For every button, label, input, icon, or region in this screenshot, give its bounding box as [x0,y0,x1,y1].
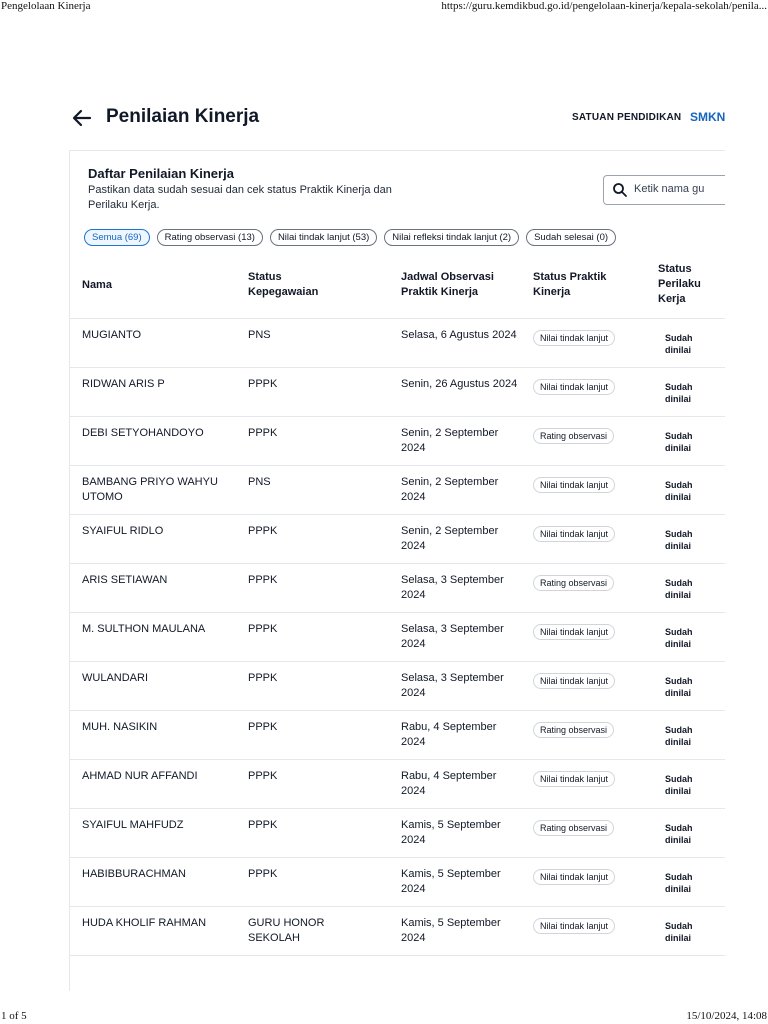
cell-status-pk [533,379,615,395]
table-row[interactable] [70,515,725,564]
cell-nama: SYAIFUL MAHFUDZ [82,819,184,831]
print-page-title: Pengelolaan Kinerja [1,0,91,12]
table-row[interactable] [70,662,725,711]
col-header-jadwal[interactable]: Jadwal Observasi Praktik Kinerja [401,271,494,298]
cell-status-kepegawaian: PPPK [248,574,278,586]
status-badge[interactable]: Nilai tindak lanjut [533,918,615,934]
cell-status-pk [533,869,615,885]
cell-status-kepegawaian: PPPK [248,868,278,880]
status-badge[interactable]: Nilai tindak lanjut [533,624,615,640]
cell-status-kepegawaian: PPPK [248,623,278,635]
cell-status-kepegawaian: PPPK [248,525,278,537]
table-row[interactable] [70,319,725,368]
status-badge[interactable]: Nilai tindak lanjut [533,379,615,395]
cell-nama: SYAIFUL RIDLO [82,525,164,537]
cell-status-kepegawaian: PPPK [248,378,278,390]
cell-status-pk [533,722,614,738]
cell-status-pk [533,428,614,444]
table-row[interactable] [70,466,725,515]
status-badge[interactable]: Nilai tindak lanjut [533,526,615,542]
page-header [70,104,724,134]
status-badge[interactable]: Nilai tindak lanjut [533,673,615,689]
table-row[interactable] [70,809,725,858]
cell-jadwal: Selasa, 3 September 2024 [401,574,504,601]
cell-jadwal: Senin, 26 Agustus 2024 [401,378,518,390]
cell-status-pk [533,477,615,493]
table-row[interactable] [70,907,725,956]
cell-jadwal: Rabu, 4 September 2024 [401,770,497,797]
filter-chip-semua[interactable]: Semua (69) [84,229,150,246]
cell-nama: HUDA KHOLIF RAHMAN [82,917,207,929]
cell-nama: DEBI SETYOHANDOYO [82,427,204,439]
cell-status-kepegawaian: PPPK [248,721,278,733]
unit-label: SATUAN PENDIDIKAN [572,112,682,123]
cell-status-pl: Sudah dinilai [665,823,693,845]
cell-status-pk [533,820,614,836]
cell-nama: M. SULTHON MAULANA [82,623,206,635]
cell-jadwal: Senin, 2 September 2024 [401,476,499,503]
table-row[interactable] [70,858,725,907]
cell-status-pl: Sudah dinilai [665,676,693,698]
cell-status-pl: Sudah dinilai [665,774,693,796]
cell-status-kepegawaian: PPPK [248,427,278,439]
status-badge[interactable]: Nilai tindak lanjut [533,771,615,787]
cell-status-pl: Sudah dinilai [665,431,693,453]
search-input[interactable] [634,180,725,198]
status-badge[interactable]: Nilai tindak lanjut [533,330,615,346]
cell-nama: AHMAD NUR AFFANDI [82,770,198,782]
cell-status-kepegawaian: PNS [248,329,271,341]
table-row[interactable] [70,711,725,760]
cell-status-pl: Sudah dinilai [665,333,693,355]
table-row[interactable] [70,417,725,466]
cell-status-pl: Sudah dinilai [665,627,693,649]
cell-nama: MUGIANTO [82,329,142,341]
filter-chip-sudah-selesai[interactable]: Sudah selesai (0) [526,229,616,246]
cell-status-pk [533,330,615,346]
cell-jadwal: Selasa, 3 September 2024 [401,623,504,650]
cell-status-pk [533,673,615,689]
cell-status-kepegawaian: PNS [248,476,271,488]
cell-jadwal: Rabu, 4 September 2024 [401,721,497,748]
col-header-status-kepegawaian[interactable]: Status Kepegawaian [248,271,319,298]
filter-chip-nilai-tindak-lanjut[interactable]: Nilai tindak lanjut (53) [270,229,377,246]
cell-status-pl: Sudah dinilai [665,921,693,943]
card-title: Daftar Penilaian Kinerja [88,166,234,181]
status-badge[interactable]: Nilai tindak lanjut [533,477,615,493]
table-header [70,256,725,319]
cell-nama: ARIS SETIAWAN [82,574,168,586]
cell-status-kepegawaian: PPPK [248,770,278,782]
cell-status-pl: Sudah dinilai [665,725,693,747]
cell-status-kepegawaian: PPPK [248,819,278,831]
back-button[interactable] [70,106,94,130]
cell-status-kepegawaian: PPPK [248,672,278,684]
cell-nama: RIDWAN ARIS P [82,378,165,390]
cell-nama: WULANDARI [82,672,149,684]
print-url: https://guru.kemdikbud.go.id/pengelolaan-kinerja/kepala-sekolah/penila... [441,0,767,12]
cell-nama: MUH. NASIKIN [82,721,158,733]
card-description: Pastikan data sudah sesuai dan cek status Praktik Kinerja dan Perilaku Kerja. [88,184,392,211]
cell-jadwal: Kamis, 5 September 2024 [401,819,501,846]
cell-nama: HABIBBURACHMAN [82,868,186,880]
cell-status-kepegawaian: GURU HONOR SEKOLAH [248,917,325,944]
table-row[interactable] [70,368,725,417]
cell-status-pl: Sudah dinilai [665,529,693,551]
col-header-status-pl[interactable]: Status Perilaku Kerja [658,263,701,305]
search-box[interactable] [603,175,725,205]
cell-jadwal: Senin, 2 September 2024 [401,427,499,454]
cell-status-pk [533,771,615,787]
status-badge[interactable]: Rating observasi [533,820,614,836]
cell-jadwal: Kamis, 5 September 2024 [401,917,501,944]
col-header-status-pk[interactable]: Status Praktik Kinerja [533,271,607,298]
cell-jadwal: Senin, 2 September 2024 [401,525,499,552]
unit-value[interactable]: SMKN [690,110,726,124]
filter-chip-rating-observasi[interactable]: Rating observasi (13) [157,229,263,246]
print-footer [0,1010,768,1024]
cell-jadwal: Kamis, 5 September 2024 [401,868,501,895]
cell-status-pk [533,575,614,591]
filter-chips [84,227,623,246]
table-row[interactable] [70,613,725,662]
table-row[interactable] [70,564,725,613]
cell-status-pl: Sudah dinilai [665,382,693,404]
cell-status-pl: Sudah dinilai [665,578,693,600]
cell-status-pk [533,918,615,934]
cell-nama: BAMBANG PRIYO WAHYU UTOMO [82,476,218,503]
cell-status-pk [533,526,615,542]
table-row[interactable] [70,760,725,809]
cell-jadwal: Selasa, 6 Agustus 2024 [401,329,517,341]
cell-status-pl: Sudah dinilai [665,480,693,502]
page-title: Penilaian Kinerja [106,106,260,127]
print-header [0,0,768,14]
arrow-left-icon [70,106,94,130]
print-datetime: 15/10/2024, 14:08 [686,1010,767,1022]
status-badge[interactable]: Rating observasi [533,575,614,591]
col-header-nama[interactable]: Nama [82,279,112,291]
search-icon [612,182,628,198]
print-page-number: 1 of 5 [1,1010,27,1022]
status-badge[interactable]: Rating observasi [533,722,614,738]
cell-status-pk [533,624,615,640]
filter-chip-nilai-refleksi[interactable]: Nilai refleksi tindak lanjut (2) [384,229,519,246]
status-badge[interactable]: Rating observasi [533,428,614,444]
cell-jadwal: Selasa, 3 September 2024 [401,672,504,699]
cell-status-pl: Sudah dinilai [665,872,693,894]
status-badge[interactable]: Nilai tindak lanjut [533,869,615,885]
performance-list-card [69,150,725,991]
